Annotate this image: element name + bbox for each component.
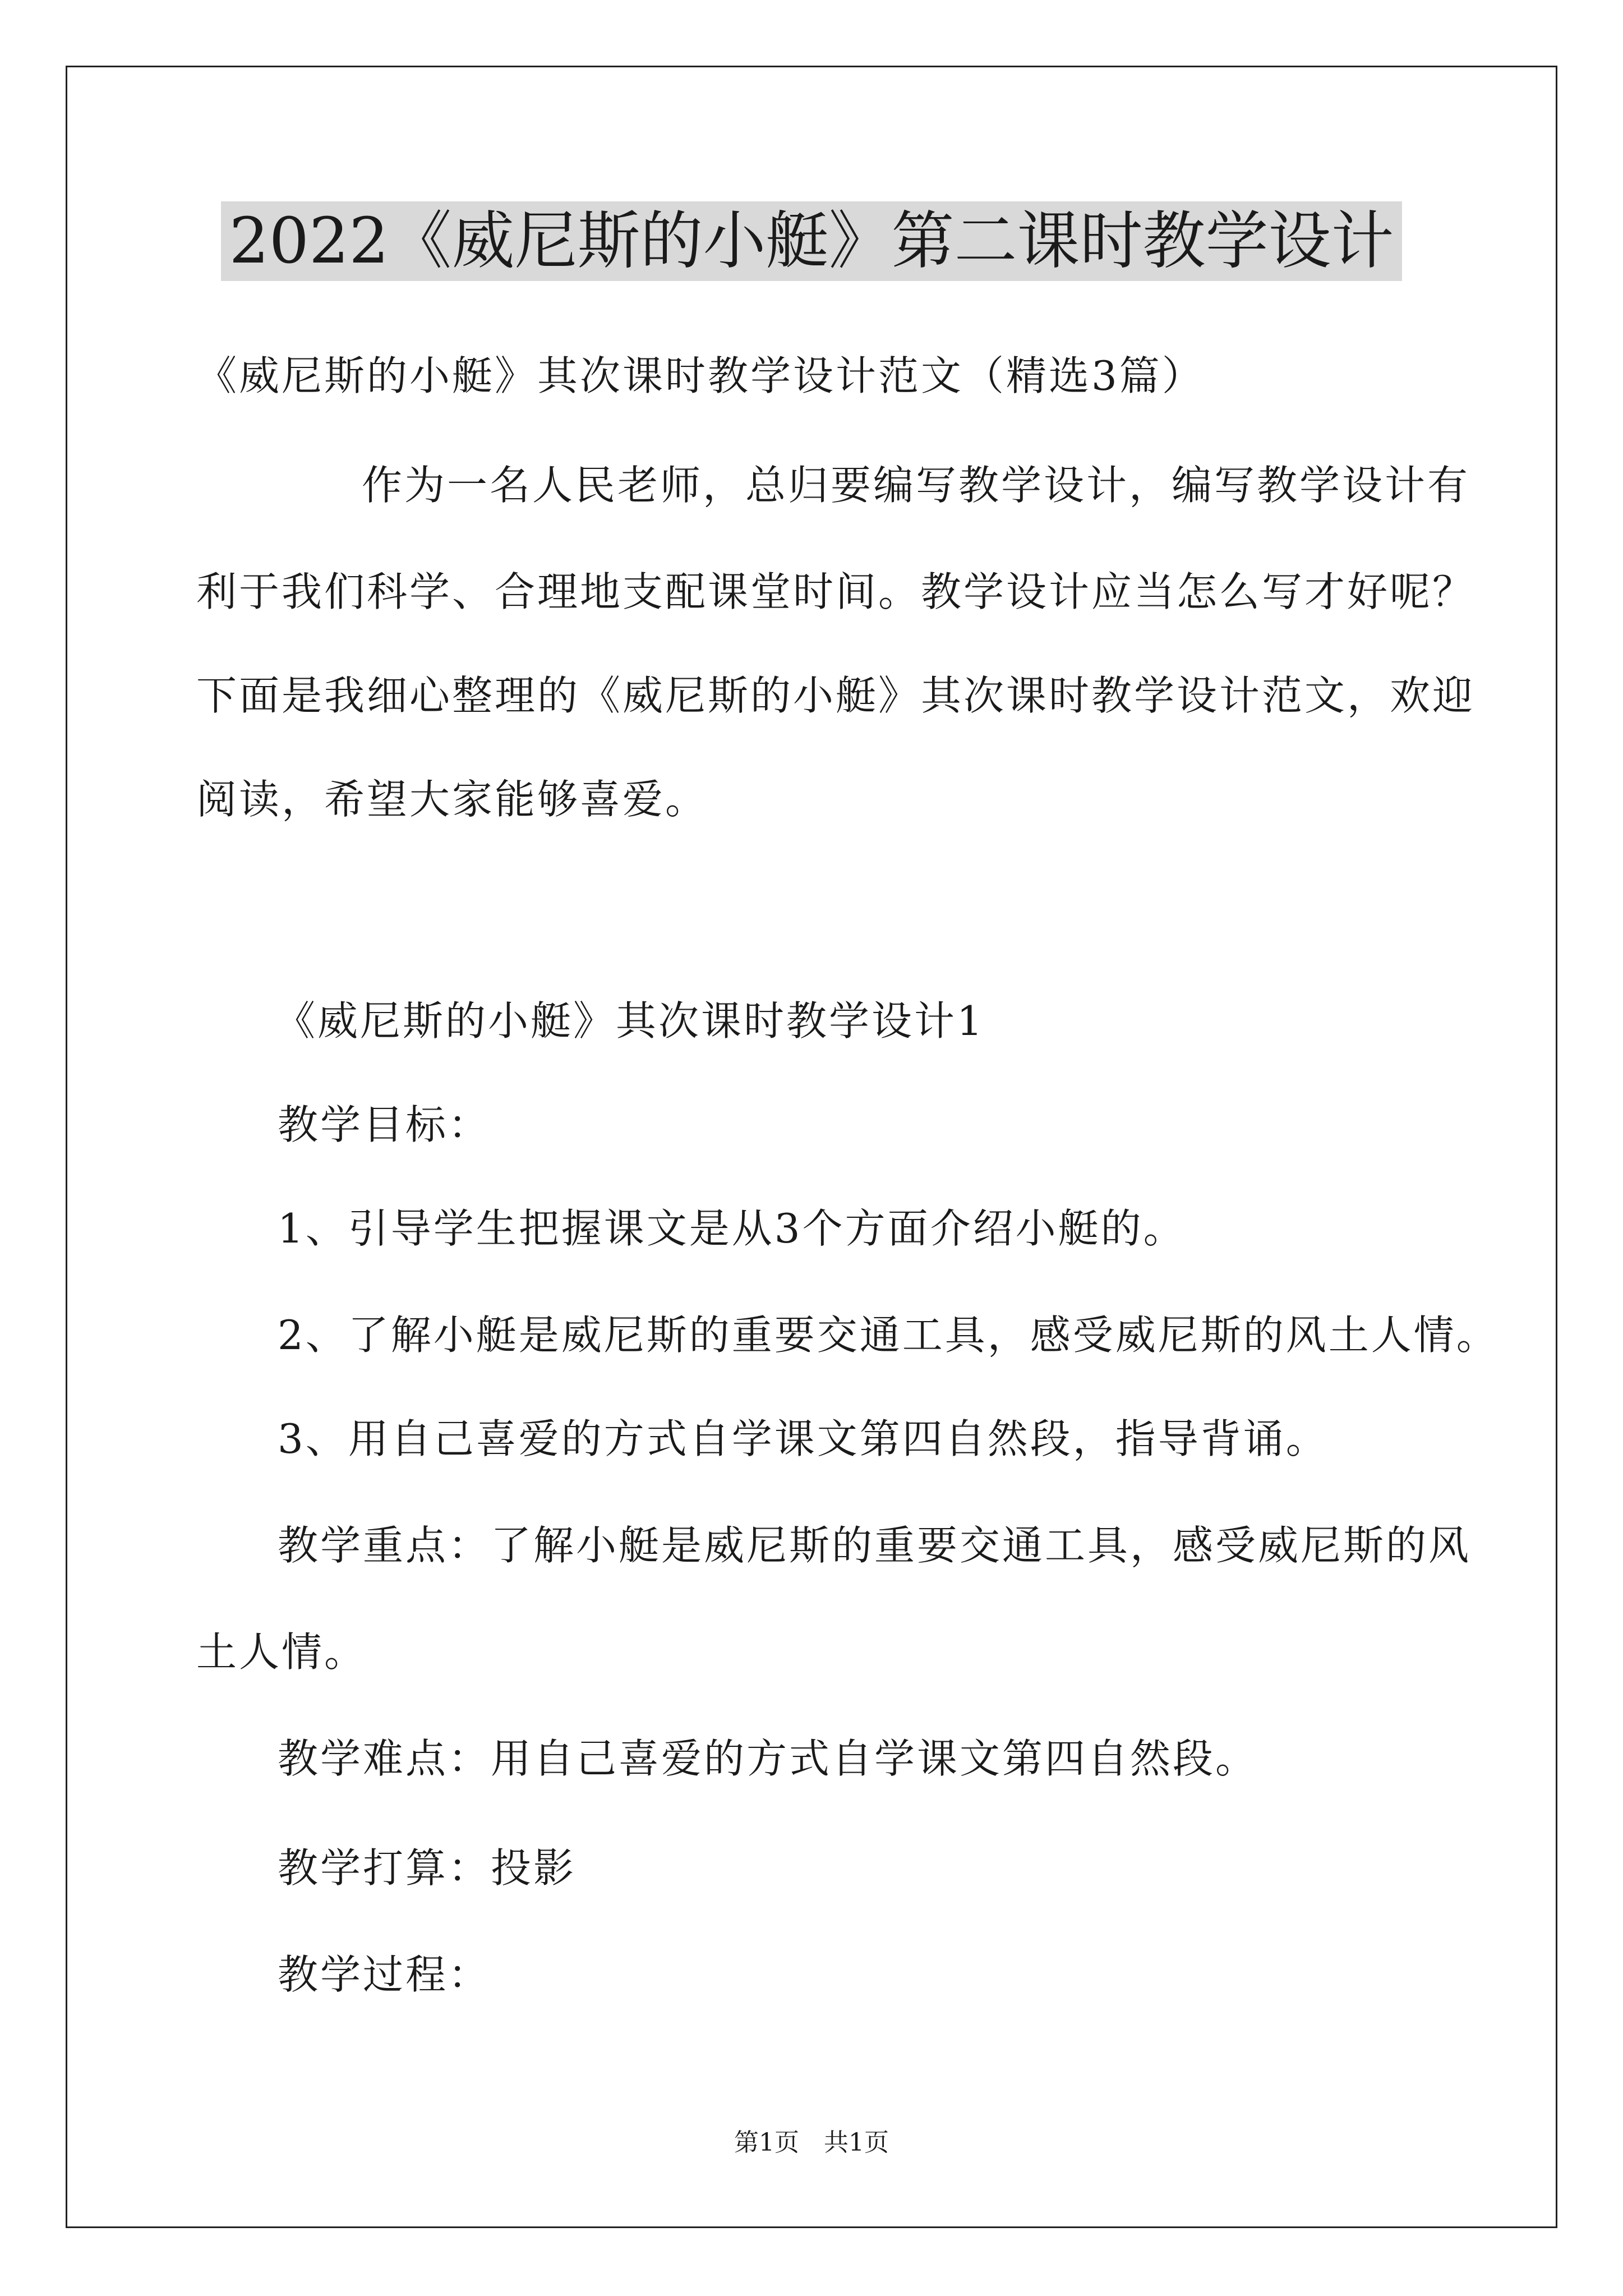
- objective-item-3: 3、用自己喜爱的方式自学课文第四自然段，指导背诵。: [278, 1415, 1329, 1462]
- document-subtitle: 《威尼斯的小艇》其次课时教学设计范文（精选3篇）: [196, 352, 1205, 399]
- document-title: [0, 202, 1623, 280]
- preparation-text: 教学打算：投影: [278, 1844, 577, 1892]
- intro-line-3: 下面是我细心整理的《威尼斯的小艇》其次课时教学设计范文，欢迎: [196, 672, 1476, 719]
- page-footer: 第1页 共1页: [734, 2128, 889, 2157]
- intro-line-1: 作为一名人民老师，总归要编写教学设计，编写教学设计有: [362, 462, 1470, 509]
- section-heading: 《威尼斯的小艇》其次课时教学设计1: [275, 997, 985, 1045]
- intro-line-2: 利于我们科学、合理地支配课堂时间。教学设计应当怎么写才好呢？: [196, 568, 1476, 615]
- objective-item-2: 2、了解小艇是威尼斯的重要交通工具，感受威尼斯的风土人情。: [278, 1312, 1499, 1359]
- document-title-text: 2022《威尼斯的小艇》第二课时教学设计: [221, 201, 1401, 281]
- difficulty-text: 教学难点：用自己喜爱的方式自学课文第四自然段。: [278, 1735, 1258, 1782]
- objective-item-1: 1、引导学生把握课文是从3个方面介绍小艇的。: [278, 1205, 1186, 1252]
- process-heading: 教学过程：: [278, 1951, 491, 1998]
- objectives-heading: 教学目标：: [278, 1101, 491, 1148]
- key-point-line-2: 土人情。: [196, 1628, 367, 1676]
- key-point-line-1: 教学重点：了解小艇是威尼斯的重要交通工具，感受威尼斯的风: [278, 1522, 1472, 1569]
- intro-line-4: 阅读，希望大家能够喜爱。: [196, 776, 708, 823]
